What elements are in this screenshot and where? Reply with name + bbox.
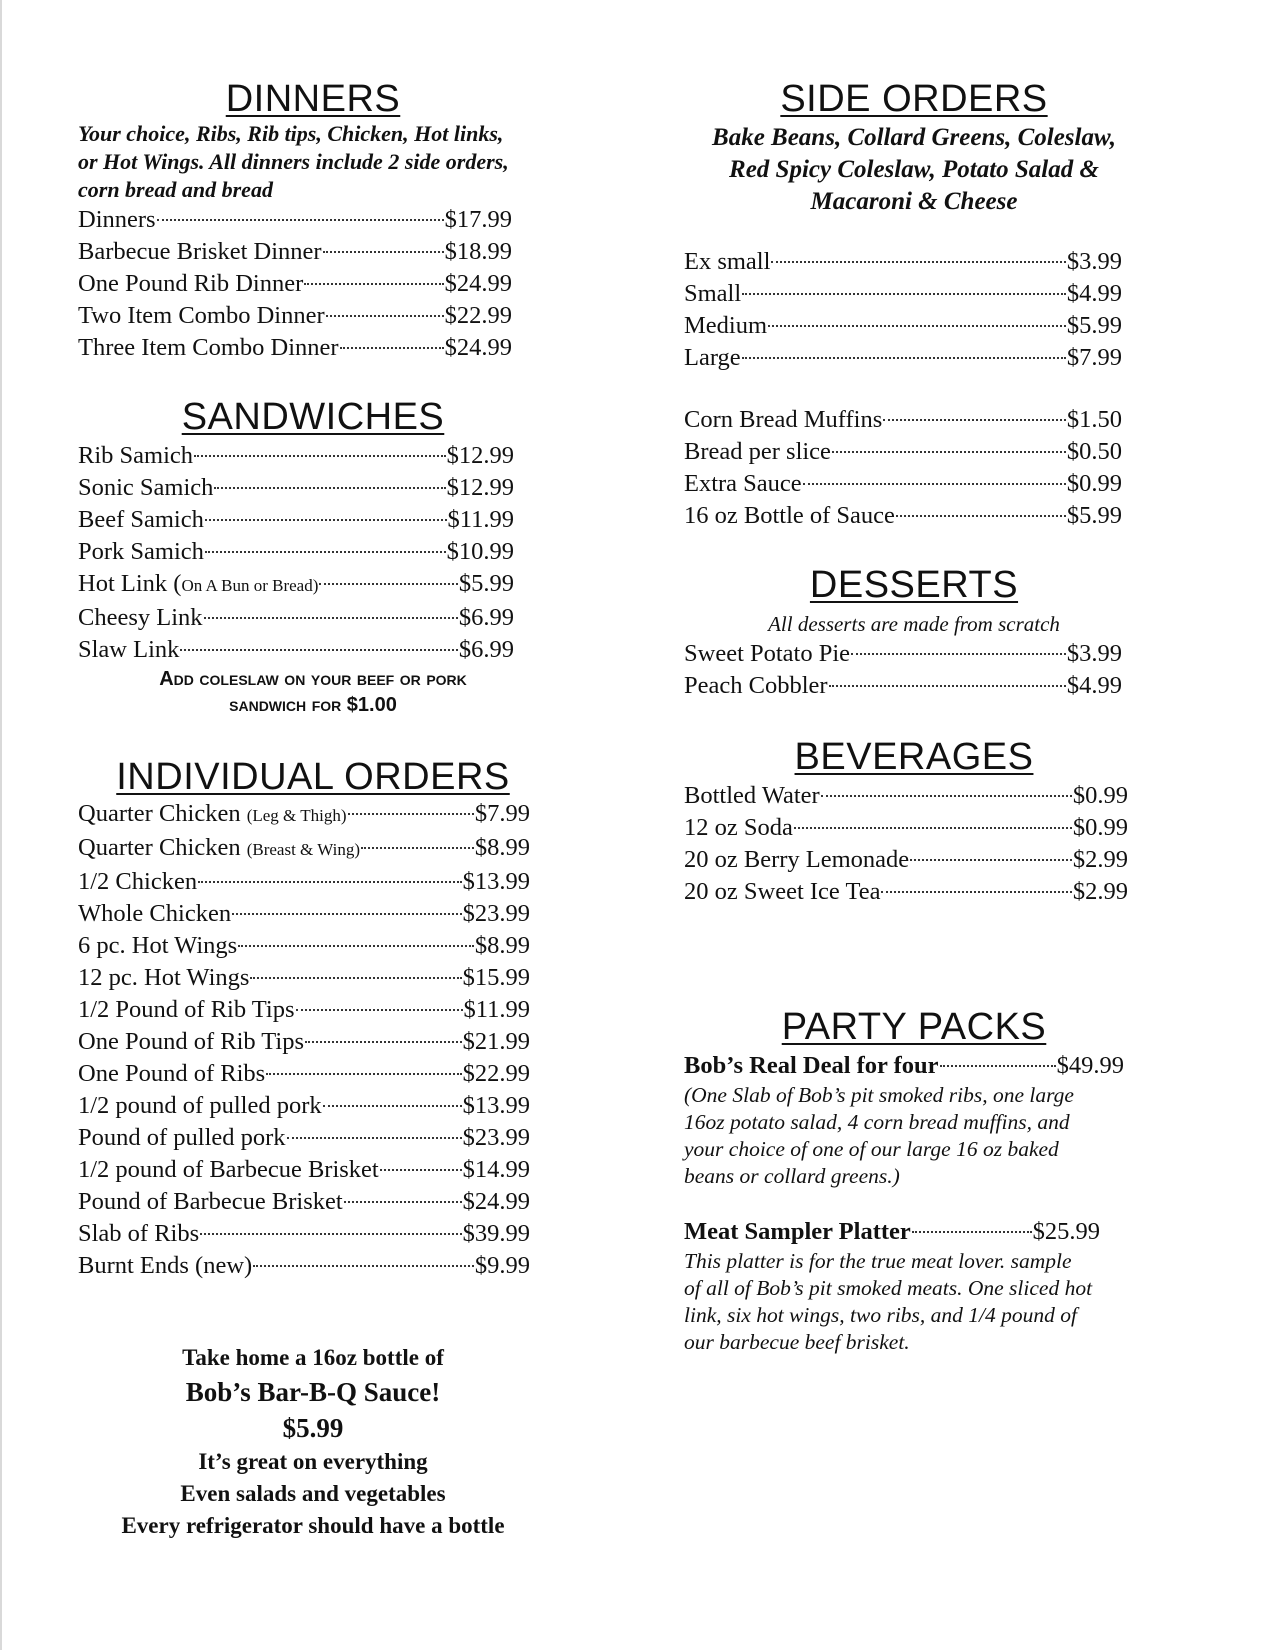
menu-item-name (684, 638, 850, 670)
menu-item-label: 1/2 Chicken (78, 868, 198, 895)
menu-item-label: Large (684, 344, 741, 371)
menu-item-label: Hot Link ( (78, 570, 182, 597)
menu-item-price: $24.99 (444, 334, 512, 361)
desserts-heading: DESSERTS (809, 564, 1019, 606)
menu-item-label: One Pound of Rib Tips (78, 1028, 305, 1055)
menu-item (684, 468, 1122, 500)
dot-leader (742, 293, 1066, 295)
menu-item (78, 1058, 530, 1090)
party-pack-description-line: 16oz potato salad, 4 corn bread muffins, and (684, 1110, 1070, 1134)
sandwiches-heading: SANDWICHES (181, 396, 445, 438)
dot-leader (157, 219, 444, 221)
menu-item (78, 898, 530, 930)
dot-leader (821, 795, 1072, 797)
menu-item-name (78, 994, 295, 1026)
menu-item-label: Slaw Link (78, 636, 180, 663)
menu-item (78, 930, 530, 962)
menu-item-label: Ex small (684, 248, 771, 275)
left-column (78, 78, 618, 1282)
menu-item-label: Extra Sauce (684, 470, 802, 497)
promo-line: Take home a 16oz bottle of (182, 1345, 444, 1370)
menu-item (78, 1026, 530, 1058)
menu-item-price: $13.99 (462, 868, 530, 895)
menu-item-label: One Pound Rib Dinner (78, 270, 304, 297)
menu-item (78, 1218, 530, 1250)
menu-item (684, 638, 1122, 670)
dot-leader (323, 251, 444, 253)
dot-leader (832, 451, 1066, 453)
dot-leader (348, 813, 474, 815)
menu-item-price: $11.99 (463, 996, 530, 1023)
dot-leader (881, 891, 1071, 893)
menu-item-name (684, 812, 793, 844)
menu-item (684, 812, 1128, 844)
party-pack-price: $49.99 (1056, 1052, 1124, 1079)
menu-item-price: $8.99 (474, 834, 530, 861)
party-pack-description-line: your choice of one of our large 16 oz baked (684, 1137, 1059, 1161)
party-pack-description-line: (One Slab of Bob’s pit smoked ribs, one large (684, 1083, 1074, 1107)
menu-item (78, 1154, 530, 1186)
dot-leader (296, 1009, 463, 1011)
party-pack-description-line: link, six hot wings, two ribs, and 1/4 pound of (684, 1303, 1077, 1327)
side-extras-list (684, 404, 1122, 532)
sandwiches-section (78, 396, 618, 718)
menu-item-price: $13.99 (462, 1092, 530, 1119)
menu-item-label: Medium (684, 312, 768, 339)
menu-item-label: Sonic Samich (78, 474, 214, 501)
menu-item-price: $5.99 (1066, 502, 1122, 529)
menu-item-price: $7.99 (474, 800, 530, 827)
individual-orders-list (78, 798, 530, 1282)
dot-leader (266, 1073, 461, 1075)
menu-item-price: $2.99 (1072, 878, 1128, 905)
sandwiches-list (78, 440, 514, 666)
menu-item-price: $0.50 (1066, 438, 1122, 465)
menu-item-price: $39.99 (462, 1220, 530, 1247)
dot-leader (180, 649, 457, 651)
party-pack-name: Meat Sampler Platter (684, 1218, 911, 1245)
menu-item-price: $22.99 (462, 1060, 530, 1087)
dot-leader (204, 617, 458, 619)
menu-item-name (684, 278, 741, 310)
menu-item-name (78, 930, 237, 962)
menu-item-label: Corn Bread Muffins (684, 406, 883, 433)
menu-item-name (78, 1058, 265, 1090)
dot-leader (803, 483, 1066, 485)
party-pack-price: $25.99 (1032, 1218, 1100, 1245)
menu-item-label: Slab of Ribs (78, 1220, 200, 1247)
menu-item-label: Peach Cobbler (684, 672, 828, 699)
menu-item-price: $5.99 (458, 570, 514, 597)
menu-item-label: 1/2 pound of Barbecue Brisket (78, 1156, 379, 1183)
menu-item-price: $5.99 (1066, 312, 1122, 339)
dot-leader (214, 487, 445, 489)
menu-item-label: 20 oz Sweet Ice Tea (684, 878, 881, 905)
menu-item (78, 1122, 530, 1154)
individual-orders-heading: INDIVIDUAL ORDERS (116, 756, 510, 798)
menu-item-name (684, 876, 880, 908)
menu-item-label: 6 pc. Hot Wings (78, 932, 238, 959)
dot-leader (883, 419, 1066, 421)
menu-item-name (78, 602, 203, 634)
promo-price: $5.99 (282, 1413, 344, 1443)
menu-item (78, 472, 514, 504)
menu-item-name (78, 1186, 343, 1218)
dinners-heading: DINNERS (225, 78, 401, 120)
side-orders-description-line: Red Spicy Coleslaw, Potato Salad & (729, 156, 1099, 183)
side-orders-heading: SIDE ORDERS (780, 78, 1048, 120)
dot-leader (940, 1065, 1056, 1067)
menu-item (78, 204, 512, 236)
menu-item-name (78, 1218, 199, 1250)
desserts-section (684, 564, 1184, 702)
promo-line: Even salads and vegetables (180, 1481, 446, 1506)
menu-item (78, 268, 512, 300)
menu-item-price: $11.99 (447, 506, 514, 533)
menu-item-name (684, 844, 909, 876)
menu-item-label: Quarter Chicken (78, 800, 247, 827)
party-pack-title-row (684, 1216, 1100, 1248)
menu-item-price: $1.50 (1066, 406, 1122, 433)
menu-item (684, 500, 1122, 532)
coleslaw-callout-line: sandwich for $1.00 (229, 694, 397, 716)
party-pack (684, 1216, 1184, 1356)
party-pack (684, 1050, 1184, 1190)
dot-leader (851, 653, 1066, 655)
promo-line: Every refrigerator should have a bottle (121, 1513, 505, 1538)
dot-leader (344, 1201, 462, 1203)
menu-item-name (78, 962, 249, 994)
menu-item-name (78, 832, 360, 866)
page-edge (0, 0, 2, 1650)
menu-item-price: $22.99 (444, 302, 512, 329)
menu-item-price: $8.99 (474, 932, 530, 959)
menu-item (78, 832, 530, 866)
menu-item-price: $0.99 (1072, 782, 1128, 809)
menu-item-label: 1/2 Pound of Rib Tips (78, 996, 295, 1023)
dot-leader (200, 1233, 461, 1235)
menu-item-name (684, 670, 828, 702)
dot-leader (238, 945, 474, 947)
dot-leader (253, 1265, 474, 1267)
menu-item-name (684, 780, 820, 812)
dot-leader (319, 583, 458, 585)
menu-item (78, 536, 514, 568)
menu-item (78, 236, 512, 268)
menu-item-name (78, 866, 197, 898)
menu-item-label: Beef Samich (78, 506, 204, 533)
menu-item-name (684, 310, 767, 342)
menu-item-price: $23.99 (462, 1124, 530, 1151)
menu-item-price: $24.99 (462, 1188, 530, 1215)
menu-item-label: 1/2 pound of pulled pork (78, 1092, 322, 1119)
menu-item-price: $3.99 (1066, 248, 1122, 275)
promo-line: It’s great on everything (198, 1449, 428, 1474)
menu-item-label: 20 oz Berry Lemonade (684, 846, 910, 873)
menu-item-label: Barbecue Brisket Dinner (78, 238, 322, 265)
dot-leader (380, 1169, 462, 1171)
menu-item-name (78, 332, 339, 364)
menu-item-price: $24.99 (444, 270, 512, 297)
menu-item-name (78, 536, 204, 568)
menu-item (78, 300, 512, 332)
party-pack-description-line: beans or collard greens.) (684, 1164, 900, 1188)
menu-item-price: $2.99 (1072, 846, 1128, 873)
beverages-section (684, 736, 1184, 908)
dinners-list (78, 204, 512, 364)
menu-item-price: $23.99 (462, 900, 530, 927)
menu-item-price: $0.99 (1072, 814, 1128, 841)
menu-item-label: Rib Samich (78, 442, 194, 469)
dot-leader (361, 847, 474, 849)
menu-item-note: On A Bun or Bread) (181, 576, 319, 595)
menu-item-name (78, 1122, 286, 1154)
menu-item (78, 1090, 530, 1122)
menu-item-label: Small (684, 280, 742, 307)
menu-item-price: $3.99 (1066, 640, 1122, 667)
side-orders-description-line: Bake Beans, Collard Greens, Coleslaw, (712, 124, 1116, 151)
menu-item-name (78, 204, 156, 236)
menu-item-price: $7.99 (1066, 344, 1122, 371)
menu-item (684, 436, 1122, 468)
menu-item-price: $9.99 (474, 1252, 530, 1279)
menu-item-label: Pound of pulled pork (78, 1124, 286, 1151)
dinners-description-line: or Hot Wings. All dinners include 2 side orders, (78, 149, 509, 174)
menu-item (684, 310, 1122, 342)
beverages-list (684, 780, 1128, 908)
party-pack-description-line: our barbecue beef brisket. (684, 1330, 910, 1354)
menu-item-price: $18.99 (444, 238, 512, 265)
menu-item-label: Sweet Potato Pie (684, 640, 851, 667)
menu-item (684, 278, 1122, 310)
dot-leader (896, 515, 1066, 517)
menu-item (684, 780, 1128, 812)
menu-item-label: Burnt Ends (new) (78, 1252, 253, 1279)
menu-item-name (684, 436, 831, 468)
menu-item-name (78, 1154, 379, 1186)
menu-item-name (78, 236, 322, 268)
dot-leader (326, 315, 444, 317)
menu-item-name (78, 504, 204, 536)
menu-item-name (78, 300, 325, 332)
dot-leader (323, 1105, 462, 1107)
menu-item-name (684, 500, 895, 532)
menu-item-name (78, 634, 179, 666)
menu-item-name (78, 798, 347, 832)
menu-item-price: $4.99 (1066, 672, 1122, 699)
dot-leader (250, 977, 461, 979)
dot-leader (910, 859, 1072, 861)
menu-item-name (78, 1090, 322, 1122)
party-pack-name: Bob’s Real Deal for four (684, 1052, 939, 1079)
dinners-description-line: Your choice, Ribs, Rib tips, Chicken, Hot links, (78, 121, 504, 146)
menu-item (78, 798, 530, 832)
dot-leader (771, 261, 1065, 263)
promo-title: Bob’s Bar-B-Q Sauce! (185, 1377, 441, 1407)
menu-item-name (684, 246, 770, 278)
dinners-description-line: corn bread and bread (78, 177, 273, 202)
menu-item-label: Three Item Combo Dinner (78, 334, 339, 361)
party-pack-title-row (684, 1050, 1124, 1082)
menu-item-label: 16 oz Bottle of Sauce (684, 502, 895, 529)
menu-item-name (684, 404, 882, 436)
dot-leader (768, 325, 1066, 327)
menu-item-label: Pork Samich (78, 538, 204, 565)
menu-item-label: Pound of Barbecue Brisket (78, 1188, 343, 1215)
menu-item-label: Quarter Chicken (78, 834, 247, 861)
menu-item-price: $12.99 (446, 442, 514, 469)
menu-item (78, 1186, 530, 1218)
menu-item-name (78, 440, 193, 472)
menu-item-price: $12.99 (446, 474, 514, 501)
menu-item-price: $14.99 (462, 1156, 530, 1183)
menu-item (684, 844, 1128, 876)
menu-item-name (78, 472, 213, 504)
party-pack-description-line: of all of Bob’s pit smoked meats. One sliced hot (684, 1276, 1093, 1300)
menu-item-name (684, 468, 802, 500)
menu-item-name (78, 1026, 304, 1058)
side-orders-description-line: Macaroni & Cheese (810, 188, 1018, 215)
party-packs-section (684, 1006, 1184, 1356)
menu-item-price: $0.99 (1066, 470, 1122, 497)
menu-item (78, 962, 530, 994)
menu-item (684, 342, 1122, 374)
menu-item-price: $6.99 (458, 636, 514, 663)
dot-leader (232, 913, 462, 915)
menu-item-label: Bread per slice (684, 438, 831, 465)
menu-item (78, 568, 514, 602)
menu-item (684, 670, 1122, 702)
menu-item-name (78, 268, 303, 300)
dot-leader (912, 1231, 1032, 1233)
menu-item-note: (Breast & Wing) (246, 840, 360, 859)
dot-leader (794, 827, 1072, 829)
beverages-heading: BEVERAGES (794, 736, 1034, 778)
menu-item-price: $17.99 (444, 206, 512, 233)
dot-leader (742, 357, 1066, 359)
menu-item (78, 602, 514, 634)
coleslaw-callout-line: Add coleslaw on your beef or pork (159, 668, 467, 690)
menu-item-label: Whole Chicken (78, 900, 232, 927)
dinners-section (78, 78, 618, 364)
dot-leader (304, 283, 443, 285)
menu-item-label: One Pound of Ribs (78, 1060, 266, 1087)
dot-leader (829, 685, 1066, 687)
menu-item (78, 440, 514, 472)
menu-item-note: (Leg & Thigh) (246, 806, 347, 825)
menu-item-label: Dinners (78, 206, 156, 233)
menu-item-name (78, 1250, 252, 1282)
menu-item (78, 866, 530, 898)
party-pack-description-line: This platter is for the true meat lover. sample (684, 1249, 1072, 1273)
menu-item-price: $15.99 (462, 964, 530, 991)
menu-item-price: $4.99 (1066, 280, 1122, 307)
dot-leader (198, 881, 462, 883)
menu-item-label: 12 oz Soda (684, 814, 793, 841)
menu-item-price: $10.99 (446, 538, 514, 565)
menu-item (684, 246, 1122, 278)
desserts-note: All desserts are made from scratch (768, 612, 1060, 636)
menu-item (78, 634, 514, 666)
menu-item (78, 504, 514, 536)
dot-leader (287, 1137, 462, 1139)
menu-item-label: Cheesy Link (78, 604, 203, 631)
menu-item (78, 994, 530, 1026)
menu-item (684, 404, 1122, 436)
menu-item (78, 332, 512, 364)
dot-leader (205, 551, 446, 553)
menu-item-label: 12 pc. Hot Wings (78, 964, 250, 991)
menu-item-price: $6.99 (458, 604, 514, 631)
dot-leader (340, 347, 444, 349)
individual-orders-section (78, 756, 618, 1282)
dot-leader (194, 455, 446, 457)
menu-item-name (78, 568, 318, 602)
menu-item (684, 876, 1128, 908)
menu-item-price: $21.99 (462, 1028, 530, 1055)
menu-item-name (684, 342, 741, 374)
menu-item-label: Bottled Water (684, 782, 820, 809)
dot-leader (305, 1041, 462, 1043)
side-sizes-list (684, 246, 1122, 374)
menu-item (78, 1250, 530, 1282)
dot-leader (205, 519, 447, 521)
side-orders-section (684, 78, 1184, 532)
sauce-promo (78, 1342, 548, 1542)
menu-item-label: Two Item Combo Dinner (78, 302, 325, 329)
menu-item-name (78, 898, 231, 930)
right-column (684, 78, 1184, 1356)
desserts-list (684, 638, 1122, 702)
party-packs-heading: PARTY PACKS (781, 1006, 1047, 1048)
